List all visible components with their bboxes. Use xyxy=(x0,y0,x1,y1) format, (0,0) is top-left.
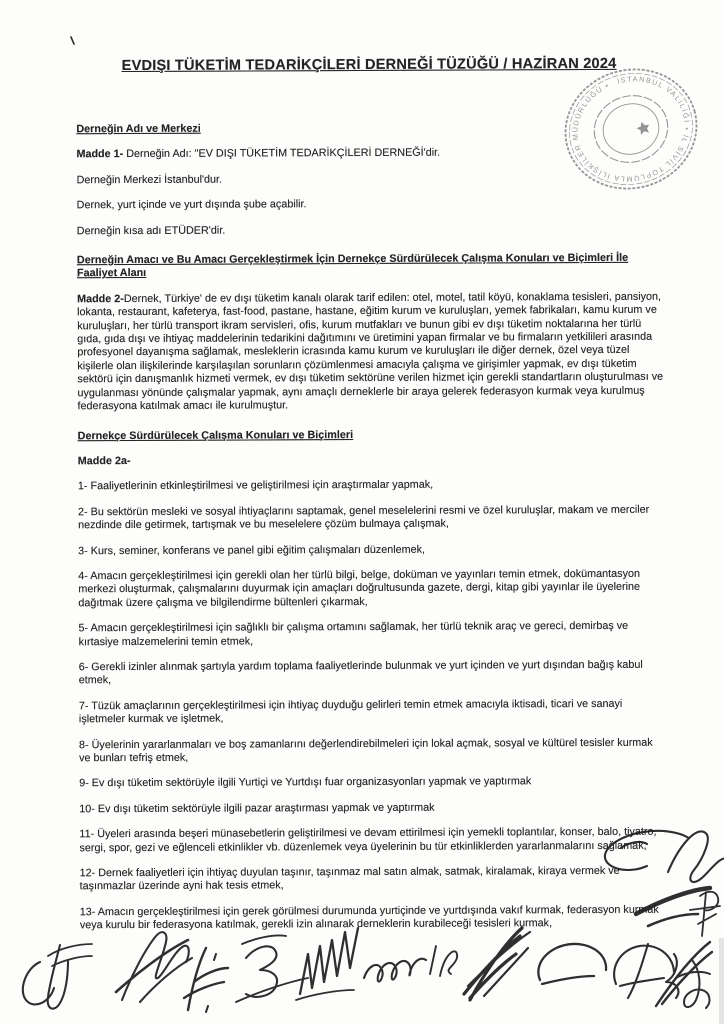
statute-item-12: 12- Dernek faaliyetleri için ihtiyaç duyulan taşınır, taşınmaz mal satın almak, satmak, kiralamak, kiraya vermek ve taşınmazlar üzerinde ayni hak tesis etmek, xyxy=(79,864,620,893)
paragraph-branches: Dernek, yurt içinde ve yurt dışında şube açabilir. xyxy=(76,198,307,212)
heading-work-topics: Dernekçe Sürdürülecek Çalışma Konuları ve Biçimleri xyxy=(77,428,354,442)
madde-2-paragraph xyxy=(77,291,664,414)
statute-item-9: 9- Ev dışı tüketim sektörüyle ilgili Yurtiçi ve Yurtdışı fuar organizasyonları yapmak ve yaptırmak xyxy=(79,775,532,790)
statute-item-2: 2- Bu sektörün mesleki ve sosyal ihtiyaçlarını saptamak, genel meselelerini resmi ve özel kuruluşlar, makam ve merciler nezdinde dile getirmek, tartışmak ve bu meselelere çözüm bulmaya çalışmak, xyxy=(77,503,650,532)
paragraph-short-name: Derneğin kısa adı ETÜDER'dir. xyxy=(76,224,226,237)
statute-item-3: 3- Kurs, seminer, konferans ve panel gibi eğitim çalışmaları düzenlemek, xyxy=(78,543,426,557)
statute-item-8: 8- Üyelerinin yararlanmaları ve boş zamanlarını değerlendirebilmeleri için lokal açmak, sosyal ve kültürel tesisler kurmak ve bunları tefriş etmek, xyxy=(78,736,653,765)
statute-item-13: 13- Amacın gerçekleştirilmesi için gerek görülmesi durumunda yurtiçinde ve yurtdışında vakıf kurmak, federasyon kurmak veya kurulu bir federasyona katılmak, gerekli izin alınarak derneklerin kurabileceği tesisleri kurmak, xyxy=(79,903,659,932)
statute-item-11: 11- Üyeleri arasında beşeri münasebetlerin geliştirilmesi ve devam ettirilmesi için yemekli toplantılar, konser, balo, tiyatro, sergi, spor, gezi ve eğlenceli etkinlikler vb. düzenlemek veya üyelerinin bu tür etkinliklerden yararlanmalarını sağlamak, xyxy=(79,825,657,854)
statute-item-10: 10- Ev dışı tüketim sektörüyle ilgili pazar araştırması yapmak ve yaptırmak xyxy=(79,801,435,816)
statute-item-1: 1- Faaliyetlerinin etkinleştirilmesi ve geliştirilmesi için araştırmalar yapmak, xyxy=(77,479,434,493)
heading-name-and-hq: Derneğin Adı ve Merkezi xyxy=(76,122,201,136)
madde-1-paragraph xyxy=(76,146,662,162)
statute-item-4: 4- Amacın gerçekleştirilmesi için gerekli olan her türlü bilgi, belge, doküman ve yayınları temin etmek, dokümantasyon merkezi oluşturmak, çalışmalarını duyurmak için amaçları doğrultusunda gazete, dergi, kitap gibi yayınlar ile üyelerine dağıtmak üzere çalışma ve bilgilendirme bültenleri çıkarmak, xyxy=(78,567,641,609)
madde-1-text: Derneğin Adı: "EV DIŞI TÜKETİM TEDARİKÇİLERİ DERNEĞİ'dir. xyxy=(126,147,441,161)
paragraph-headquarters: Derneğin Merkezi İstanbul'dur. xyxy=(76,173,223,187)
statute-item-5: 5- Amacın gerçekleştirilmesi için sağlıklı bir çalışma ortamını sağlamak, her türlü teknik araç ve gereci, demirbaş ve kırtasiye malzemelerini temin etmek, xyxy=(78,619,629,648)
scan-edge-artifact xyxy=(719,938,724,1024)
madde-1-label: Madde 1- xyxy=(76,148,124,161)
stamp-ring-text: İSTANBUL VALİLİĞİ • İL SİVİL TOPLUMLA İLİŞKİLER MÜDÜRLÜĞÜ • xyxy=(570,74,692,184)
heading-purpose: Derneğin Amacı ve Bu Amacı Gerçekleştirmek İçin Dernekçe Sürdürülecek Çalışma Konuları ve Biçimleri İle Faaliyet Alanı xyxy=(76,251,629,280)
madde-2-text: Dernek, Türkiye' de ev dışı tüketim kanalı olarak tarif edilen: otel, motel, tatil köyü, konaklama tesisleri, pansiyon, lokanta, restaurant, kafeterya, fast-food, pastane, hastane, eğitim kurum ve kuruluşları, yemek fabrikaları, kamu kurum ve kuruluşları, her türlü transport ikram servisleri, ofis, kurum mutfakları ve bunun gibi ev dışı tüketim noktalarına her türlü gıda, gıda dışı ve ihtiyaç maddelerinin tedarikini dağıtımını ve üretimini yapan firmalar ve bu firmaların yetkilileri arasında profesyonel dayanışma sağlamak, mesleklerin icrasında kamu kurum ve kuruluşları ile diğer dernek, özel veya tüzel kişilerle olan ilişkilerinde karşılaşılan sorunların çözümlenmesi amacıyla çalışma ve girişimler yapmak, ev dışı tüketim sektörü için danışmanlık hizmeti vermek, ev dışı tüketim sektörüne verilen hizmet için gerekli standartların oluşturulması ve uygulanması yönünde çalışmalar yapmak, aynı amaçlı derneklerle bir araya gelerek federasyon kurmak veya kurulmuş federasyona katılmak amacı ile kurulmuştur. xyxy=(77,290,664,413)
madde-2-label: Madde 2- xyxy=(77,292,124,306)
statute-item-7: 7- Tüzük amaçlarının gerçekleştirilmesi için ihtiyaç duyduğu gelirleri temin etmek amacıyla iktisadi, ticari ve sanayi işletmeler kurmak ve işletmek, xyxy=(78,697,623,726)
statute-item-6: 6- Gerekli izinler alınmak şartıyla yardım toplama faaliyetlerinde bulunmak ve yurt içinden ve yurt dışından bağış kabul etmek, xyxy=(78,658,643,687)
document-title: EVDIŞI TÜKETİM TEDARİKÇİLERİ DERNEĞİ TÜZÜĞÜ / HAZİRAN 2024 xyxy=(121,55,617,75)
madde-2a-label: Madde 2a- xyxy=(77,454,131,468)
